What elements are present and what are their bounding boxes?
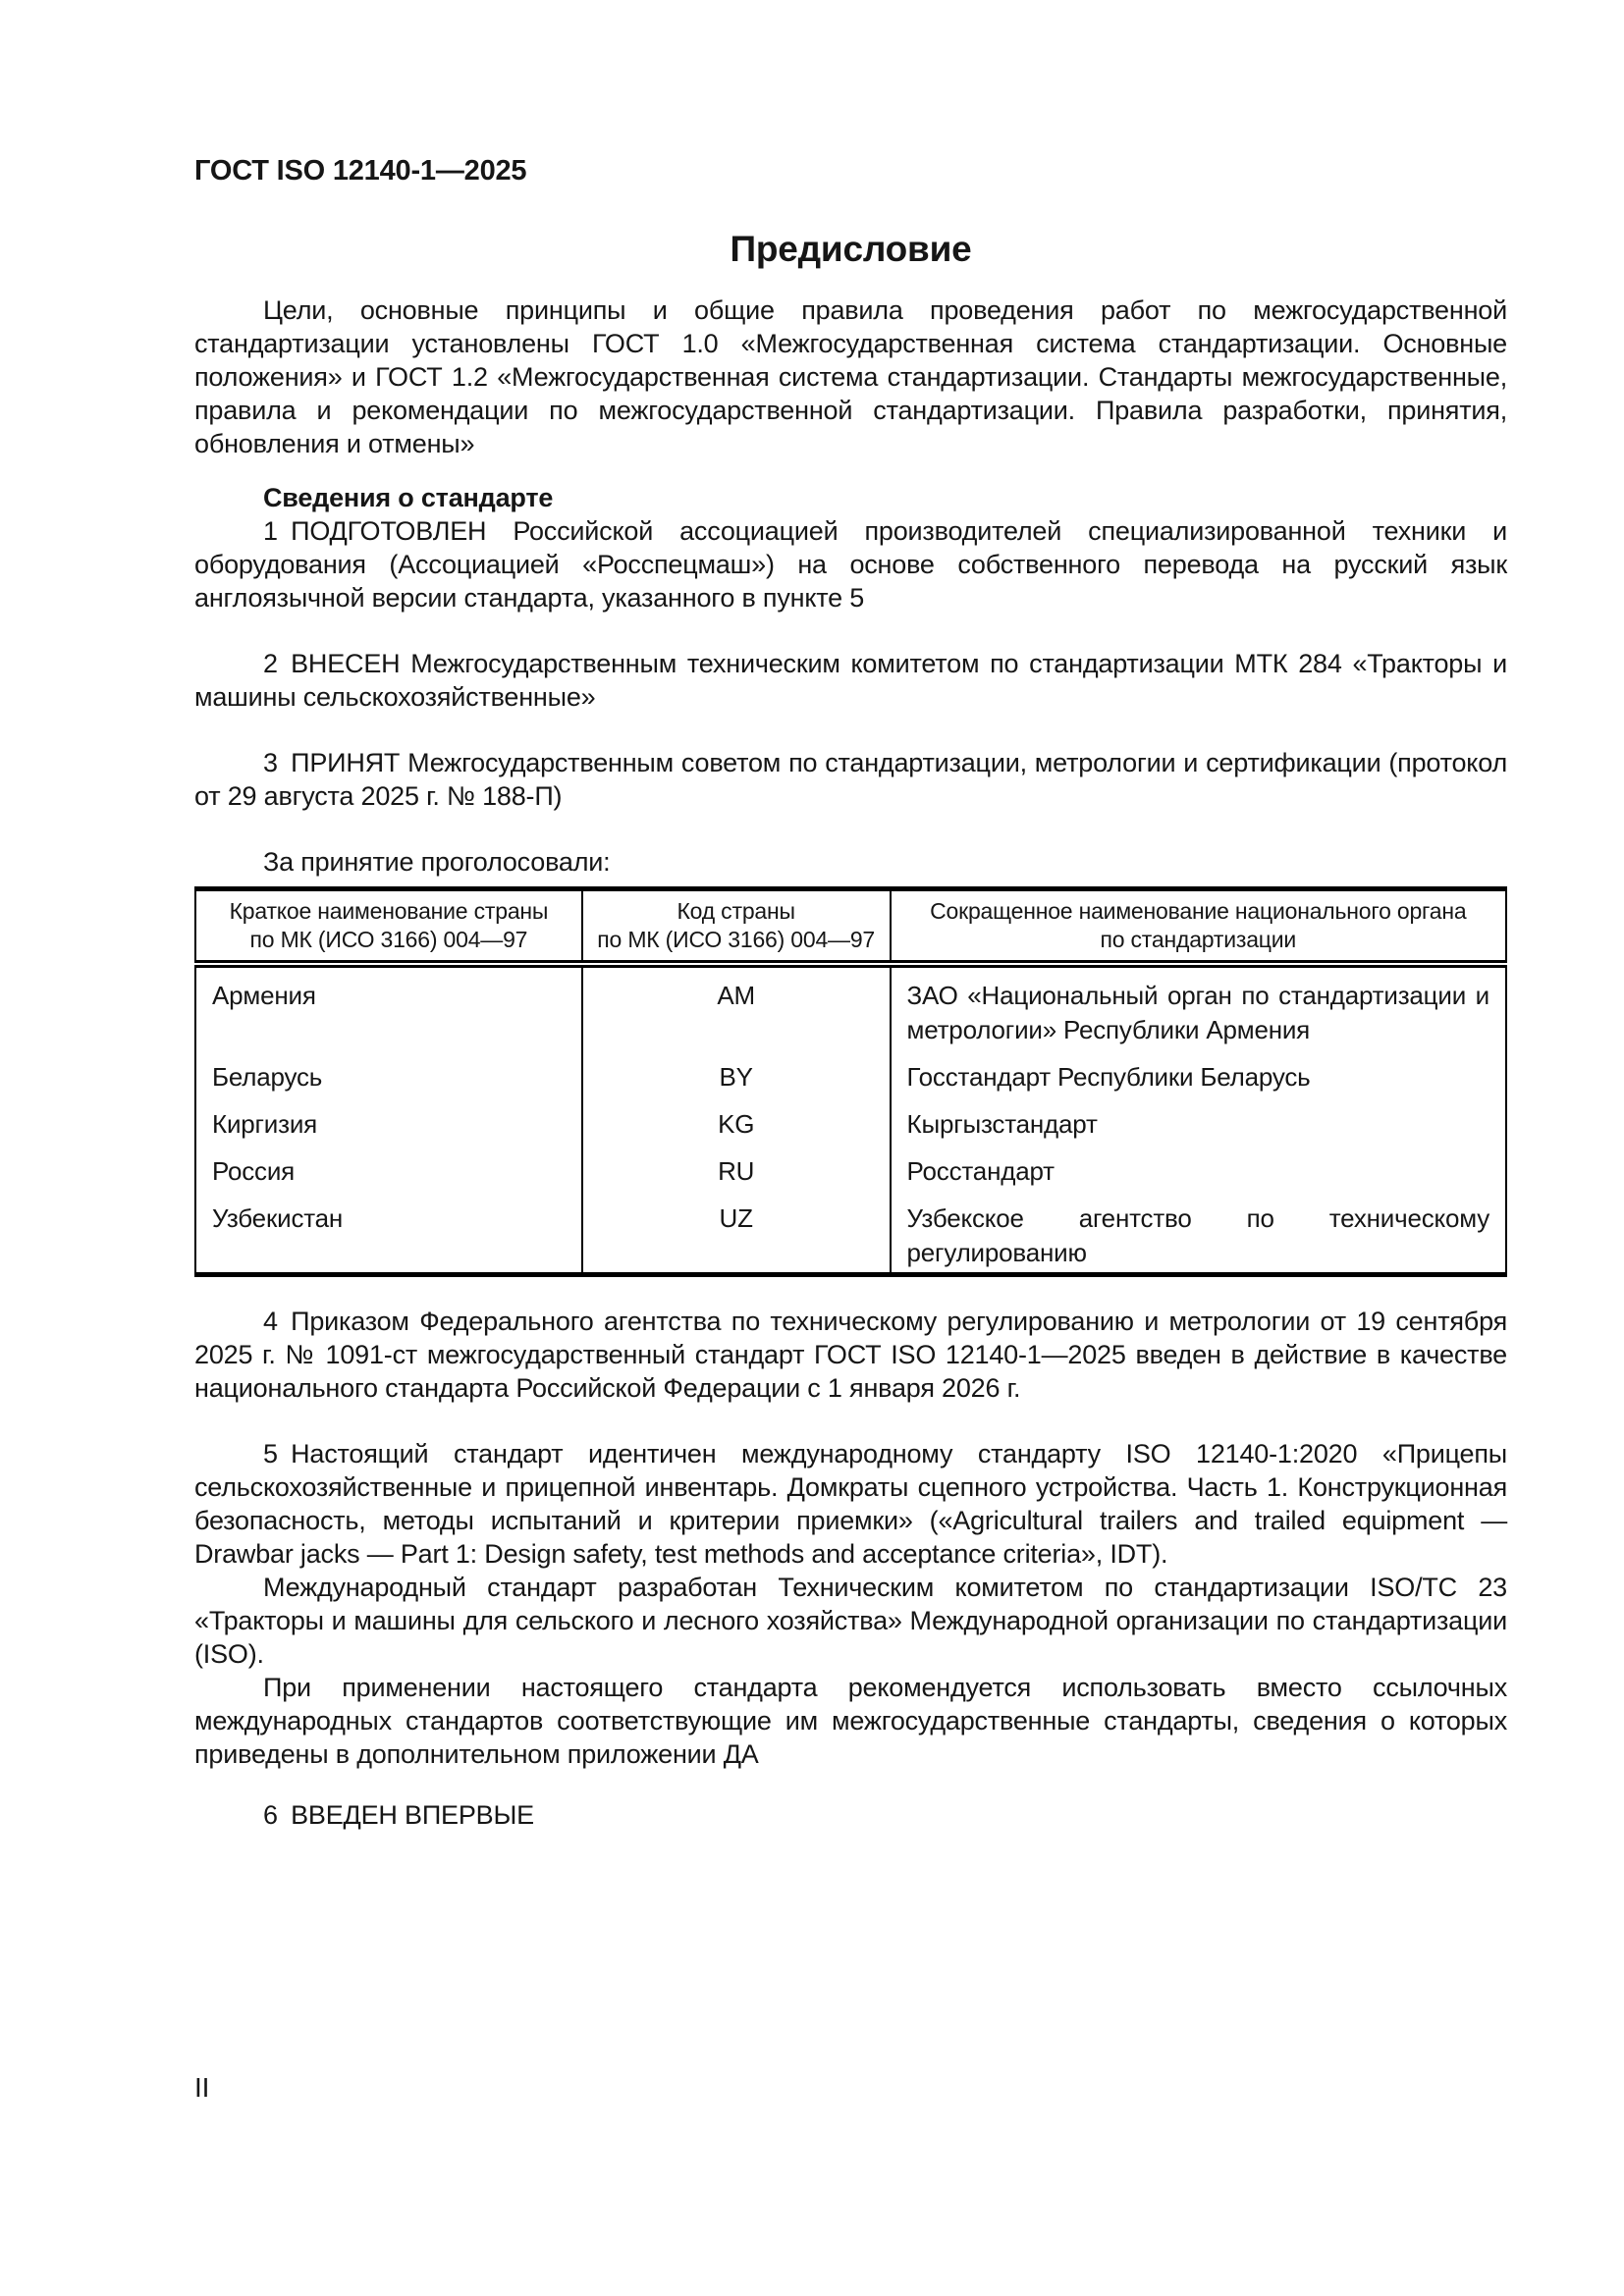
item-developer: Международный стандарт разработан Техническим комитетом по стандартизации ISO/TC 23 «Тракторы и машины для сельского и лесного хозяйства» Международной организации по стандартизации (ISO). (194, 1573, 1507, 1669)
item-identity: 5 Настоящий стандарт идентичен международному стандарту ISO 12140-1:2020 «Прицепы сельскохозяйственные и прицепной инвентарь. Домкраты сцепного устройства. Часть 1. Конструкционная безопасность, методы испытаний и критерии приемки» («Agricultural trailers and trailed equipment — Drawbar jacks — Part 1: Design safety, test methods and acceptance criteria», IDT). (194, 1439, 1507, 1569)
cell-org: Росстандарт (891, 1144, 1506, 1191)
table-row (195, 1049, 1506, 1096)
cell-org: ЗАО «Национальный орган по стандартизации и метрологии» Республики Армения (891, 964, 1506, 1049)
cell-country: Узбекистан (212, 1203, 344, 1233)
cell-code: AM (582, 964, 891, 1049)
cell-code: RU (582, 1144, 891, 1191)
voting-table (194, 886, 1507, 1277)
item-order: 4 Приказом Федерального агентства по техническому регулированию и метрологии от 19 сентября 2025 г. № 1091-ст межгосударственный стандарт ГОСТ ISO 12140-1—2025 введен в действие в качестве национального стандарта Российской Федерации с 1 января 2026 г. (194, 1307, 1507, 1403)
item-prepared: 1 ПОДГОТОВЛЕН Российской ассоциацией производителей специализированной техники и оборудования (Ассоциацией «Росспецмаш») на основе собственного перевода на русский язык англоязычной версии стандарта, указанного в пункте 5 (194, 516, 1507, 613)
table-header-row (195, 889, 1506, 965)
cell-org: Кыргызстандарт (891, 1096, 1506, 1144)
cell-country: Россия (212, 1156, 296, 1186)
table-row (195, 964, 1506, 1049)
cell-country: Беларусь (212, 1062, 323, 1092)
cell-country: Армения (212, 981, 316, 1010)
item-adopted: 3 ПРИНЯТ Межгосударственным советом по стандартизации, метрологии и сертификации (протокол от 29 августа 2025 г. № 188-П) (194, 748, 1507, 811)
table-row (195, 1144, 1506, 1191)
column-header-country: Краткое наименование страны по МК (ИСО 3166) 004—97 (195, 889, 582, 965)
cell-org: Госстандарт Республики Беларусь (891, 1049, 1506, 1096)
cell-org: Узбекское агентство по техническому регулированию (891, 1191, 1506, 1275)
column-header-org: Сокращенное наименование национального органа по стандартизации (891, 889, 1506, 965)
vote-lead: За принятие проголосовали: (263, 847, 611, 877)
column-header-code: Код страны по МК (ИСО 3166) 004—97 (582, 889, 891, 965)
doc-code-header: ГОСТ ISO 12140-1—2025 (194, 155, 527, 187)
intro-paragraph: Цели, основные принципы и общие правила проведения работ по межгосударственной стандартизации установлены ГОСТ 1.0 «Межгосударственная система стандартизации. Основные положения» и ГОСТ 1.2 «Межгосударственная система стандартизации. Стандарты межгосударственные, правила и рекомендации по межгосударственной стандартизации. Правила разработки, принятия, обновления и отмены» (194, 295, 1507, 458)
cell-code: KG (582, 1096, 891, 1144)
cell-country: Киргизия (212, 1109, 318, 1139)
item-first-time: 6 ВВЕДЕН ВПЕРВЫЕ (263, 1800, 534, 1830)
table-row (195, 1191, 1506, 1275)
table-row (195, 1096, 1506, 1144)
cell-code: BY (582, 1049, 891, 1096)
page-title: Предисловие (730, 229, 972, 269)
standard-info-heading: Сведения о стандарте (263, 483, 554, 512)
page-number: II (194, 2072, 210, 2103)
cell-code: UZ (582, 1191, 891, 1275)
item-submitted: 2 ВНЕСЕН Межгосударственным техническим комитетом по стандартизации МТК 284 «Тракторы и машины сельскохозяйственные» (194, 649, 1507, 712)
item-application-note: При применении настоящего стандарта рекомендуется использовать вместо ссылочных международных стандартов соответствующие им межгосударственные стандарты, сведения о которых приведены в дополнительном приложении ДА (194, 1673, 1507, 1769)
